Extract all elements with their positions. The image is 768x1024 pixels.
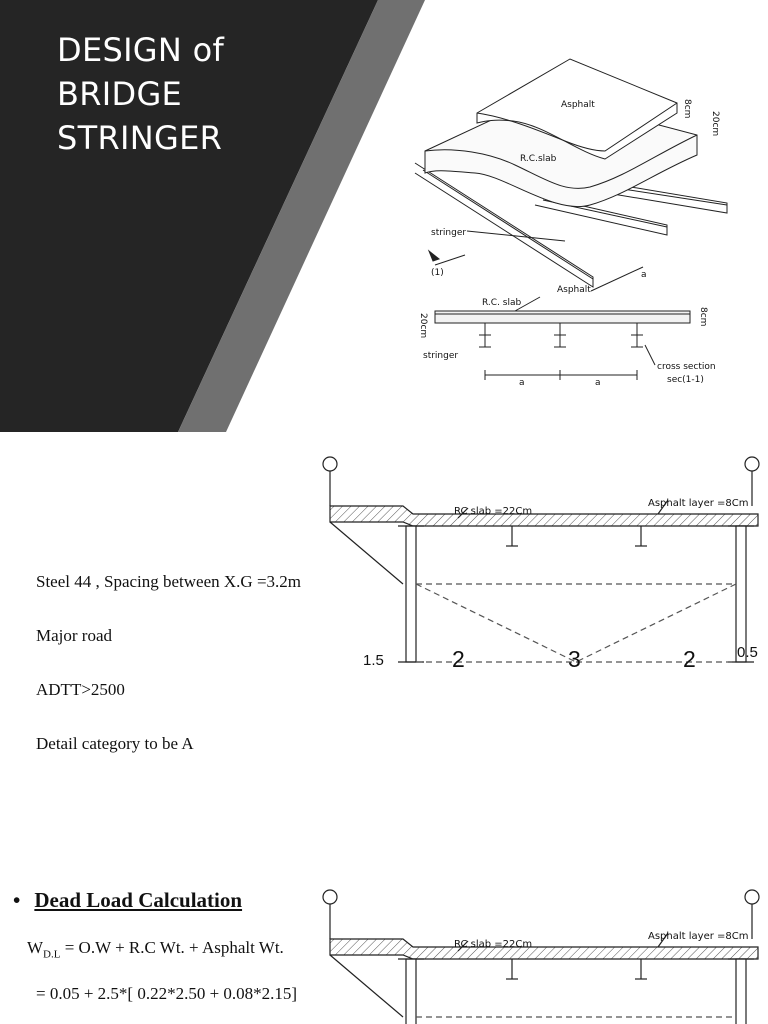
railing-post-cap — [745, 457, 759, 471]
spacing-dim-line — [591, 267, 643, 291]
rc-slab-label: RC slab =22Cm — [454, 506, 533, 517]
iso-spacing-label: a — [641, 270, 647, 280]
asphalt-layer-label: Asphalt layer =8Cm — [648, 498, 749, 509]
section-spacing-a-2: a — [595, 378, 601, 388]
section-caption-line1: cross section — [657, 362, 716, 372]
main-girder-right — [728, 526, 754, 662]
dead-load-substitution: = 0.05 + 2.5*[ 0.22*2.50 + 0.08*2.15] — [36, 984, 298, 1003]
dim-span-3: 2 — [683, 646, 696, 672]
formula-rest: = O.W + R.C Wt. + Asphalt Wt. — [64, 938, 284, 957]
iso-dim-asphalt: 8cm — [682, 99, 692, 119]
title-line-3: STRINGER — [57, 119, 223, 157]
bridge-cross-section-repeat — [318, 887, 764, 1024]
spec-adtt: ADTT>2500 — [36, 680, 125, 699]
caption-leader — [645, 345, 655, 365]
railing-post-cap — [745, 890, 759, 904]
section-dim-asphalt: 8cm — [698, 307, 708, 327]
bullet: • — [13, 888, 21, 912]
section-slab-rect — [435, 311, 690, 323]
isometric-deck-drawing — [395, 55, 735, 395]
bridge-cross-section — [318, 454, 764, 676]
section-rc-slab-label: R.C. slab — [482, 298, 522, 308]
rc-slab-label: RC slab =22Cm — [454, 939, 533, 950]
title-line-2: BRIDGE — [57, 75, 183, 113]
section-stringer-label: stringer — [423, 351, 459, 361]
dim-span-1: 2 — [452, 646, 465, 672]
railing-post-cap — [323, 457, 337, 471]
section-spacing-a-1: a — [519, 378, 525, 388]
asphalt-layer-label: Asphalt layer =8Cm — [648, 931, 749, 942]
main-girder-left — [398, 526, 424, 662]
iso-rc-slab-label: R.C.slab — [520, 154, 557, 164]
iso-section-mark: (1) — [431, 268, 444, 278]
main-girder-left — [398, 959, 424, 1024]
section-stringer — [554, 323, 566, 347]
deck-slab — [330, 506, 758, 526]
dead-load-formula — [27, 938, 284, 960]
spec-road-class: Major road — [36, 626, 113, 645]
section-asphalt-label: Asphalt — [557, 285, 591, 295]
stringer-1 — [506, 526, 518, 546]
sidewalk-bracket — [330, 955, 403, 1017]
dim-span-2: 3 — [568, 646, 581, 672]
w-subscript: D.L — [43, 948, 61, 961]
stringer-leader — [467, 231, 565, 241]
section-stringer — [479, 323, 491, 347]
dead-load-title: Dead Load Calculation — [34, 888, 243, 912]
main-girder-right — [728, 959, 754, 1024]
spec-steel-spacing: Steel 44 , Spacing between X.G =3.2m — [36, 572, 302, 591]
dim-sidewalk: 1.5 — [363, 652, 384, 669]
section-arrow-line — [435, 255, 465, 265]
spec-detail-category: Detail category to be A — [36, 734, 194, 753]
design-data-slide — [0, 432, 768, 1024]
dead-load-heading — [13, 888, 242, 913]
sidewalk-bracket — [330, 522, 403, 584]
iso-asphalt-label: Asphalt — [561, 100, 595, 110]
stringer-1 — [506, 959, 518, 979]
section-caption-line2: sec(1-1) — [667, 375, 704, 385]
stringer-2 — [635, 959, 647, 979]
section-stringer — [631, 323, 643, 347]
deck-slab — [330, 939, 758, 959]
stringer-2 — [635, 526, 647, 546]
w-symbol: W — [27, 938, 44, 957]
railing-post-cap — [323, 890, 337, 904]
title-line-1: DESIGN of — [57, 31, 225, 69]
slide-title — [57, 28, 224, 160]
section-dim-slab: 20cm — [418, 313, 428, 339]
dim-edge: 0.5 — [737, 644, 758, 661]
title-slide — [0, 0, 768, 432]
iso-dim-slab: 20cm — [710, 111, 720, 137]
iso-stringer-label: stringer — [431, 228, 467, 238]
section-arrow-head — [429, 251, 439, 261]
